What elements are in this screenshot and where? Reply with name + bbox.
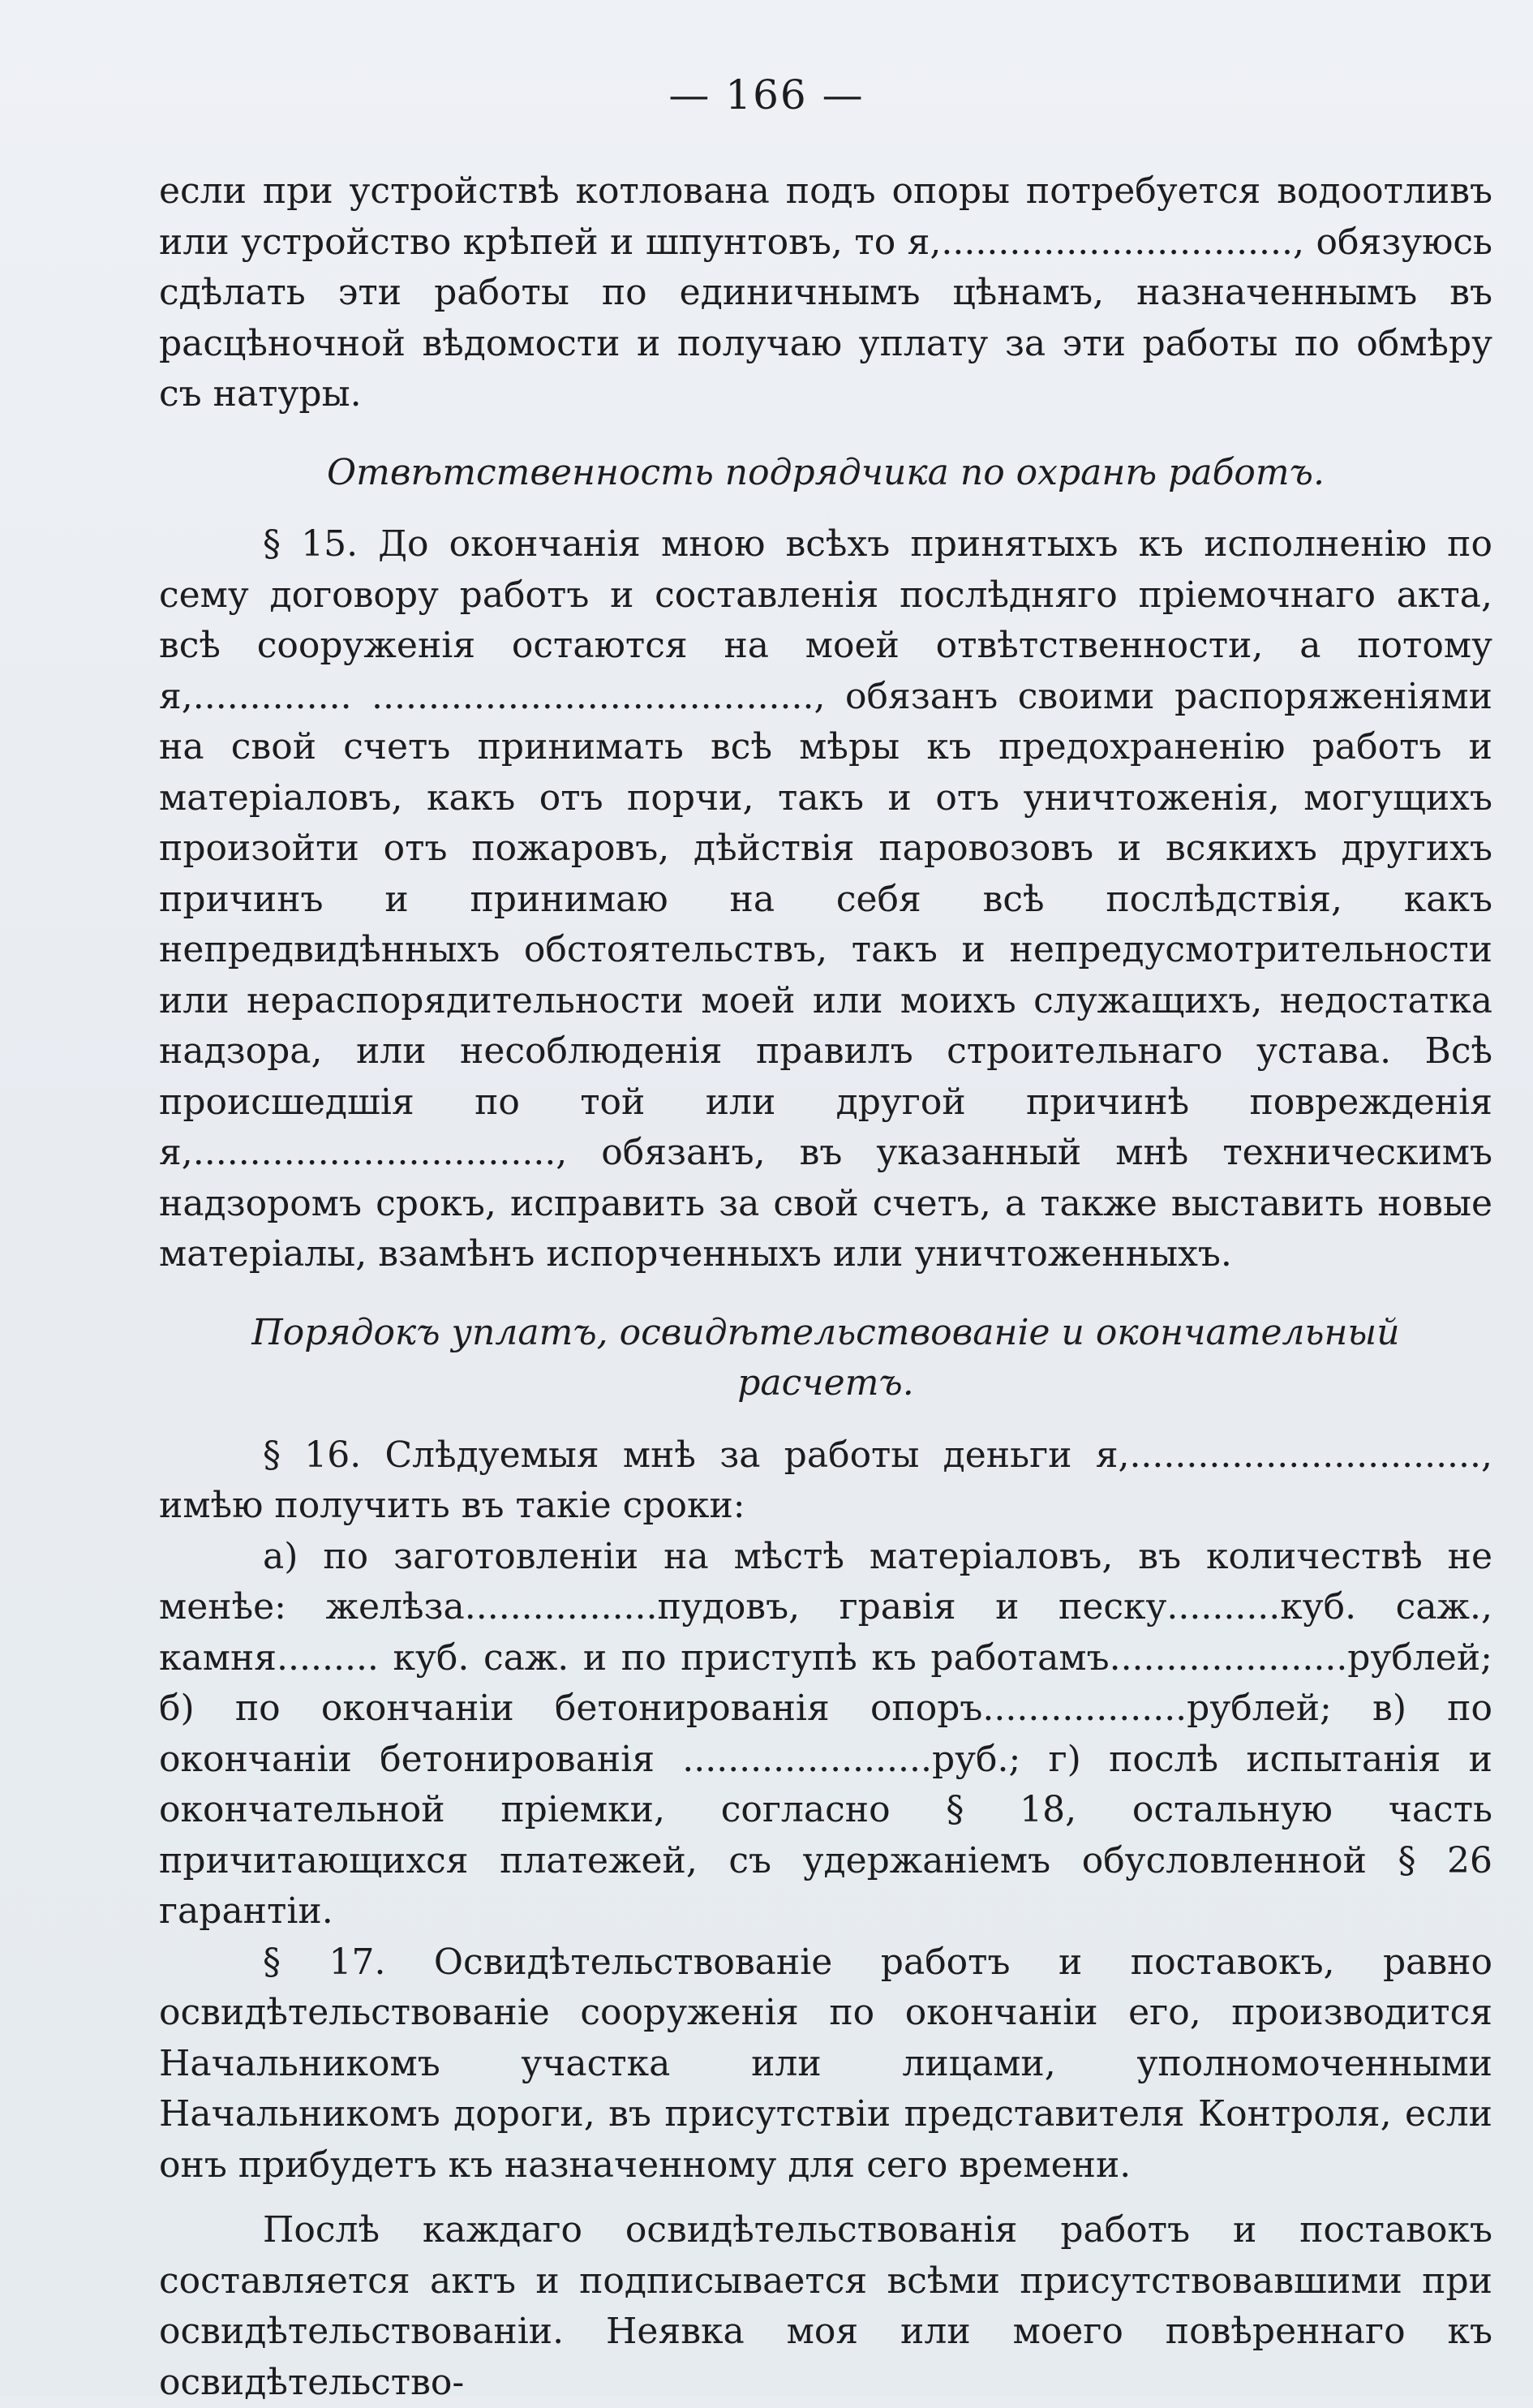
paragraph-continuation: если при устройствѣ котлована подъ опоры потребуется водоотливъ или устройство крѣпей и шпунтовъ, то я,..............................., обязуюсь сдѣлать эти работы по единичнымъ цѣнамъ, назначеннымъ въ расцѣночной вѣдомости и получаю уплату за эти работы по обмѣру съ натуры. [159, 170, 1492, 415]
paragraph-inspection-act: Послѣ каждаго освидѣтельствованія работъ и поставокъ составляется актъ и подписывается всѣми присутствовавшими при освидѣтельствованіи. Неявка моя или моего повѣреннаго къ освидѣтельство- [159, 2209, 1492, 2403]
paragraph-section-17: § 17. Освидѣтельствованіе работъ и поставокъ, равно освидѣтельствованіе сооруженія по окончаніи его, производится Начальникомъ участка или лицами, уполномоченными Начальникомъ дороги, въ присутствіи представителя Контроля, если онъ прибудетъ къ назначенному для сего времени. [159, 1941, 1492, 2186]
paragraph-section-16-items: а) по заготовленіи на мѣстѣ матеріаловъ, въ количествѣ не менѣе: желѣза.................пудовъ, гравія и песку..........куб. саж., камня......... куб. саж. и по приступѣ къ работамъ.....................рублей; б) по окончаніи бетонированія опоръ..................рублей; в) по окончаніи бетонированія ......................руб.; г) послѣ испытанія и окончательной пріемки, согласно § 18, остальную часть причитающихся платежей, съ удержаніемъ обусловленной § 26 гарантіи. [159, 1535, 1492, 1932]
section-heading-responsibility: Отвѣтственность подрядчика по охранѣ работъ. [327, 451, 1325, 493]
paragraph-section-15: § 15. До окончанія мною всѣхъ принятыхъ къ исполненію по сему договору работъ и составленія послѣдняго пріемочнаго акта, всѣ сооруженія остаются на моей отвѣтственности, а потому я,.............. ......................................., обязанъ своими распоряженіями на свой счетъ принимать всѣ мѣры къ предохраненію работъ и матеріаловъ, какъ отъ порчи, такъ и отъ уничтоженія, могущихъ произойти отъ пожаровъ, дѣйствія паровозовъ и всякихъ другихъ причинъ и принимаю на себя всѣ послѣдствія, какъ непредвидѣнныхъ обстоятельствъ, такъ и непредусмотрительности или нераспорядительности моей или моихъ служащихъ, недостатка надзора, или несоблюденія правилъ строительнаго устава. Всѣ происшедшія по той или другой причинѣ поврежденія я,................................, обязанъ, въ указанный мнѣ техническимъ надзоромъ срокъ, исправить за свой счетъ, а также выставить новые матеріалы, взамѣнъ испорченныхъ или уничтоженныхъ. [159, 523, 1492, 1275]
document-body [159, 166, 1492, 2408]
page-number: — 166 — [668, 71, 865, 118]
section-heading-payments: Порядокъ уплатъ, освидѣтельствованіе и окончательный расчетъ. [251, 1311, 1400, 1404]
paragraph-section-16: § 16. Слѣдуемыя мнѣ за работы деньги я,..............................., имѣю получить въ такіе сроки: [159, 1434, 1492, 1526]
